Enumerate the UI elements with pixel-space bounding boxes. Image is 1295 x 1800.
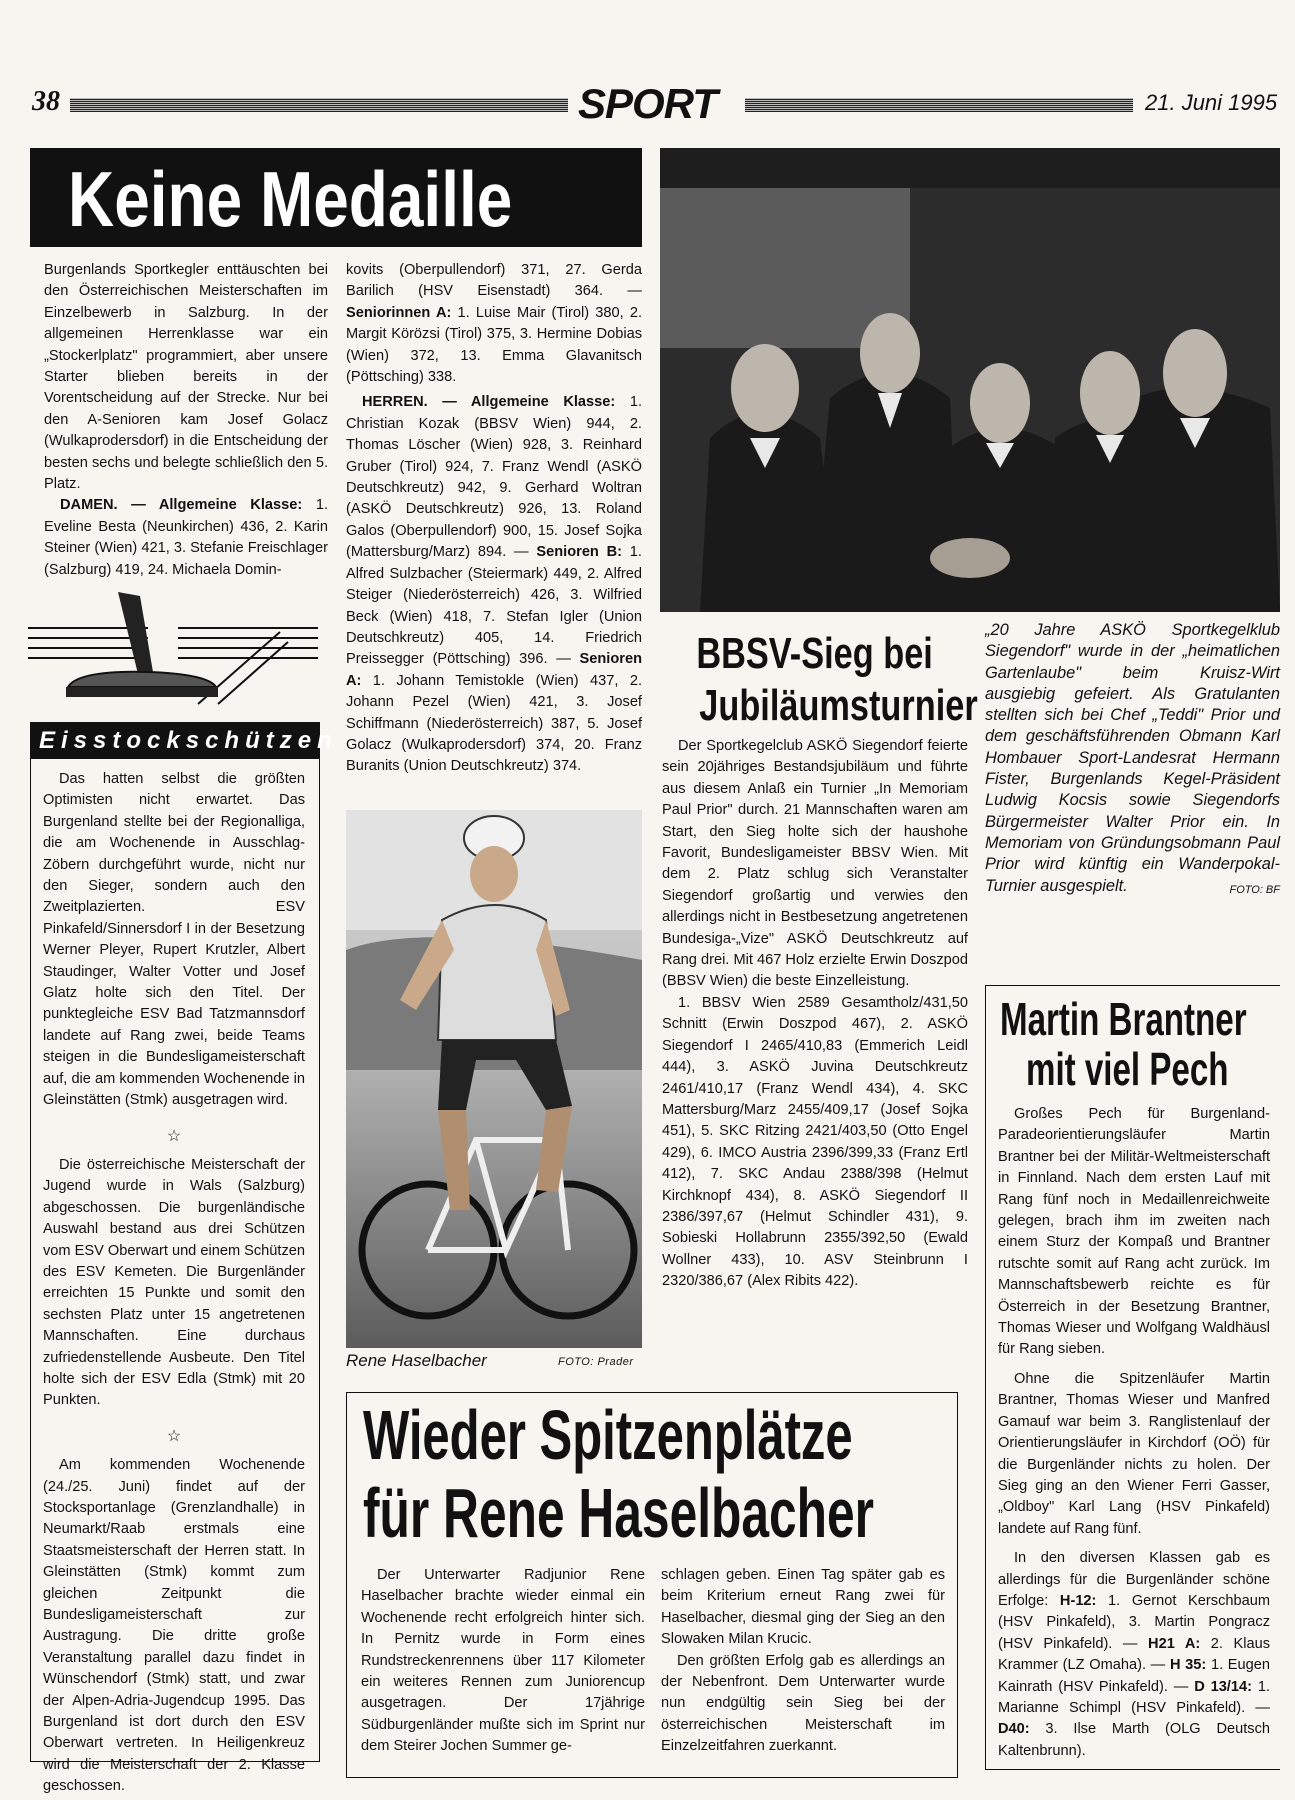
class-d1314-label: D 13/14: xyxy=(1194,1678,1252,1695)
bbsv-p1: Der Sportkegelclub ASKÖ Siegendorf feierte sein 20jähriges Bestandsjubiläum und führte aus diesem Anlaß ein Turnier „In Memoriam Paul Prior" durch. 21 Mannschaften waren am Start, den Sieg holte sich der haushohe Favorit, Bundesligameister BBSV Wien. Mit dem 2. Platz schlug sich Veranstalter Siegendorf großartig und verwies den allerdings nicht in Bestbesetzung angetretenen Bundesiga-„Vize" ASKÖ Deutschkreutz auf Rang drei. Mit 467 Holz erzielte Erwin Doszpod (BBSV Wien) die beste Einzelleistung. xyxy=(662,738,968,990)
class-d40-label: D40: xyxy=(998,1721,1030,1738)
header-rule-left xyxy=(70,98,568,112)
class-h12-label: H-12: xyxy=(1059,1592,1097,1609)
eisstock-p2: Die österreichische Meisterschaft der Jugend wurde in Wals (Salzburg) abgeschossen. Die burgenländische Auswahl bestand aus drei Schützen vom ESV Oberwart und einem Schützen des ESV Kemeten. Die Burgenländer erreichten 15 Punkte und somit den sechsten Platz unter 15 angetretenen Mannschaften. Eine durchaus zufriedenstellende Ausbeute. Den Titel holte sich der ESV Edla (Stmk) mit 20 Punkten. xyxy=(43,1156,306,1409)
herren-text: 1. Christian Kozak (BBSV Wien) 944, 2. Thomas Löscher (Wien) 928, 3. Reinhard Gruber (Tirol) 924, 7. Franz Wendl (ASKÖ Deutschkreutz) 942, 9. Gerhard Woltran (ASKÖ Deutschkreutz) 926, 13. Roland Galos (Oberpullendorf) 900, 15. Josef Sojka (Mattersburg/Marz) 894. — xyxy=(346,394,642,561)
eisstock-illustration xyxy=(28,592,318,712)
bbsv-headline xyxy=(660,628,978,732)
class-h35-results: 1. Eugen Kainrath (HSV Pinkafeld). — xyxy=(998,1657,1271,1695)
brantner-p1: Großes Pech für Burgenland-Paradeorientierungsläufer Martin Brantner bei der Militär-Weltmeisterschaft in Finnland. Nach dem ersten Lauf mit Rang fünf noch in Medaillenreichweite gelegen, brach ihm im zweiten nach einem Sturz der Kompaß und Brantner rutschte somit auf Rang acht zurück. Im Mannschaftsbewerb reichte es für Österreich in der Besetzung Brantner, Thomas Wieser und Wolfgang Waldhäusl für Rang sieben. xyxy=(998,1106,1270,1358)
eisstock-p1: Das hatten selbst die größten Optimisten nicht erwartet. Das Burgenland stellte bei der Regionalliga, die am Wochenende in Ausschlag-Zöbern durchgeführt wurde, nicht nur den Sieger, sondern auch den Zweitplazierten. ESV Pinkafeld/Sinnersdorf I in der Besetzung Werner Pleyer, Rupert Krutzler, Albert Staudinger, Walter Votter und Josef Glatz holte sich den Titel. Der punktegleiche ESV Bad Tatzmannsdorf landete auf Rang zwei, beide Teams steigen in die Bundesligameisterschaft auf, die am kommenden Wochenende in Gleinstätten (Stmk) ausgetragen wird. xyxy=(43,771,305,1109)
eisstock-title-bar xyxy=(31,723,338,759)
brantner-p3 xyxy=(998,1548,1270,1762)
class-d40-results: 3. Ilse Marth (OLG Deutsch Kaltenbrunn). xyxy=(998,1721,1270,1759)
bbsv-results: 1. BBSV Wien 2589 Gesamtholz/431,50 Schnitt (Erwin Doszpod 467), 2. ASKÖ Siegendorf I 2465/410,83 (Emmerich Leidl 444), 3. ASKÖ Juvina Deutschkreutz 2461/410,17 (Franz Wendl 434), 4. SKC Mattersburg/Marz 2455/409,17 (Josef Sojka 451), 5. SKC Ritzing 2421/403,50 (Otto Engel 429), 6. IMCO Austria 2396/399,33 (Franz Ertl 412), 7. SKC Andau 2388/398 (Helmut Kirchknopf 434), 8. ASKÖ Siegendorf II 2386/397,67 (Helmut Schindler 431), 9. Sobieski Hollabrunn 2355/392,50 (Ewald Wollner 433), 10. ASV Steinbrunn I 2320/386,67 (Alex Ribits 422). xyxy=(662,994,968,1290)
cyclist-illustration xyxy=(346,810,642,1348)
class-d1314-results: 1. Marianne Schimpl (HSV Pinkafeld). — xyxy=(998,1678,1270,1716)
keine-medaille-col1 xyxy=(44,260,328,581)
group-photo xyxy=(660,148,1280,612)
damen-results-cont: kovits (Oberpullendorf) 371, 27. Gerda Barilich (HSV Eisenstadt) 364. — xyxy=(346,262,642,300)
issue-date: 21. Juni 1995 xyxy=(1145,90,1278,115)
seniorinnen-results xyxy=(346,260,642,388)
haselbacher-p1: Der Unterwarter Radjunior Rene Haselbacher brachte wieder einmal ein Wochenende recht erfolgreich hinter sich. In Pernitz wurde in Form eines Rundstreckenrennens über 117 Kilometer ein weiteres Rennen zum Juniorencup ausgetragen. Der 17jährige Südburgenländer mußte sich im Sprint nur dem Steirer Jochen Summer ge- xyxy=(361,1567,645,1755)
keine-medaille-damen xyxy=(44,495,328,581)
page-header xyxy=(0,80,1295,127)
haselbacher-p1-cont: schlagen geben. Einen Tag später gab es beim Kriterium erneut Rang zwei für Haselbacher, diesmal ging der Sieg an den Slowaken Milan Krucic. xyxy=(661,1567,945,1648)
damen-label: DAMEN. — Allgemeine Klasse: xyxy=(60,497,303,514)
class-h21-results: 2. Klaus Krammer (LZ Omaha). — xyxy=(998,1635,1270,1674)
seniorinnen-text: 1. Luise Mair (Tirol) 380, 2. Margit Körözsi (Tirol) 375, 3. Hermine Dobias (Wien) 372, 13. Emma Glavanitsch (Pöttsching) 338. xyxy=(346,304,643,386)
cyclist-photo-credit: FOTO: Prader xyxy=(558,1356,634,1368)
damen-results: 1. Eveline Besta (Neunkirchen) 436, 2. Karin Steiner (Wien) 421, 3. Stefanie Freischlager (Salzburg) 419, 24. Michaela Domin- xyxy=(44,497,328,578)
senioren-b-label: Senioren B: xyxy=(536,544,623,561)
group-photo-credit: FOTO: BF xyxy=(1229,883,1280,896)
keine-medaille-col2 xyxy=(346,260,642,778)
brantner-p3-intro: In den diversen Klassen gab es allerdings für die Burgenländer schöne Erfolge: xyxy=(998,1550,1270,1609)
bbsv-body xyxy=(662,736,968,1293)
bbsv-headline-line2: Jubiläumsturnier xyxy=(699,681,978,730)
group-photo-caption: „20 Jahre ASKÖ Sportkegelklub Siegendorf" wurde in der „heimatlichen Gartenlaube" beim Kruisz-Wirt ausgiebig gefeiert. Als Gratulanten stellten sich bei Chef „Teddi" Prior und dem geschäftsführenden Obmann Karl Hombauer Sport-Landesrat Hermann Fister, Burgenlands Kegel-Präsident Ludwig Kocsis sowie Siegendorfs Bürgermeister Walter Prior ein. In Memoriam von Gründungsobmann Paul Prior wird künftig ein Wanderpokal-Turnier ausgespielt. xyxy=(985,621,1280,895)
class-h12-results: 1. Gernot Kerschbaum (HSV Pinkafeld), 3. Martin Pongracz (HSV Pinkafeld). — xyxy=(998,1592,1270,1652)
haselbacher-headline-line2: für Rene Haselbacher xyxy=(363,1474,875,1552)
class-h21-label: H21 A: xyxy=(1148,1635,1201,1652)
senioren-b-text: 1. Alfred Sulzbacher (Steiermark) 449, 2. Alfred Steiger (Niederösterreich) 426, 3. Wilfried Beck (Wien) 418, 7. Stefan Igler (Union Deutschkreutz) 405, 14. Friedrich Preissegger (Pöttsching) 396. — xyxy=(346,544,642,668)
cyclist-photo xyxy=(346,810,642,1348)
header-rule-right xyxy=(745,98,1133,112)
star-divider-icon: ☆ xyxy=(166,1427,182,1445)
brantner-box xyxy=(985,985,1280,1770)
keine-medaille-headline: Keine Medaille xyxy=(68,155,513,243)
brantner-headline-line1: Martin Brantner xyxy=(1000,993,1247,1045)
section-title: SPORT xyxy=(578,80,717,127)
herren-label: HERREN. — Allgemeine Klasse: xyxy=(362,394,616,411)
senioren-a-label: Senioren A: xyxy=(346,651,642,689)
page-number: 38 xyxy=(32,86,60,117)
brantner-body xyxy=(998,1104,1270,1762)
haselbacher-col2 xyxy=(661,1565,945,1758)
keine-medaille-headline-box xyxy=(30,148,642,247)
senioren-a-text: 1. Johann Temistokle (Wien) 437, 2. Johann Pezel (Wien) 421, 3. Josef Schiffmann (Niederösterreich) 387, 5. Josef Golacz (Wulkaprodersdorf) 374, 20. Franz Buranits (Union Deutschkreutz) 374. xyxy=(346,672,642,775)
eisstock-body xyxy=(31,759,319,1798)
haselbacher-box xyxy=(346,1392,958,1778)
eisstock-title: Eisstockschützen xyxy=(39,727,338,754)
cyclist-caption: Rene Haselbacher xyxy=(346,1351,487,1370)
group-photo-illustration xyxy=(660,148,1280,612)
haselbacher-headline-line1: Wieder Spitzenplätze xyxy=(363,1396,853,1474)
group-photo-caption-box xyxy=(985,620,1280,901)
eisstock-p3: Am kommenden Wochenende (24./25. Juni) findet auf der Stocksportanlage (Grenzlandhalle) in Neumarkt/Raab erstmals eine Staatsmeisterschaft der Herren statt. In Gleinstätten (Stmk) kommt zum gleichen Zeitpunkt die Bundesligameisterschaft zur Austragung. Die dritte große Veranstaltung parallel dazu findet in Wünschendorf (Stmk) statt, und zwar der Alpen-Adria-Jugendcup 1995. Das Burgenland ist dort durch den ESV Oberwart vertreten. In Heiligenkreuz wird die Meisterschaft der 2. Klasse geschossen. xyxy=(43,1457,305,1795)
brantner-headline-line2: mit viel Pech xyxy=(1026,1043,1229,1095)
eisstock-box xyxy=(30,722,338,1795)
class-h35-label: H 35: xyxy=(1169,1657,1207,1674)
herren-results xyxy=(346,392,642,777)
keine-medaille-intro: Burgenlands Sportkegler enttäuschten bei den Österreichischen Meisterschaften im Einzelbewerb in Salzburg. In der allgemeinen Herrenklasse war ein „Stockerlplatz" programmiert, aber unsere Starter blieben bereits in der Vorentscheidung auf der Strecke. Nur bei den A-Senioren kam Josef Golacz (Wulkaprodersdorf) in die Entscheidung der besten sechs und belegte schließlich den 5. Platz. xyxy=(44,262,328,493)
brantner-p2: Ohne die Spitzenläufer Martin Brantner, Thomas Wieser und Manfred Gamauf war beim 3. Ranglistenlauf der Orientierungsläufer in Kirchdorf (OÖ) für die Burgenländer nichts zu holen. Der Sieg ging an den Wiener Ferri Gasser, „Oldboy" Karl Lang (HSV Pinkafeld) landete auf Rang fünf. xyxy=(998,1370,1270,1537)
bbsv-headline-line1: BBSV-Sieg bei xyxy=(696,629,934,678)
star-divider-icon: ☆ xyxy=(166,1127,182,1145)
seniorinnen-label: Seniorinnen A: xyxy=(346,304,452,321)
haselbacher-p2: Den größten Erfolg gab es allerdings an der Nebenfront. Dem Unterwarter wurde nun endgültig sein Sieg bei der österreichischen Meisterschaft im Einzelzeitfahren zuerkannt. xyxy=(661,1652,945,1755)
haselbacher-col1 xyxy=(361,1565,645,1758)
